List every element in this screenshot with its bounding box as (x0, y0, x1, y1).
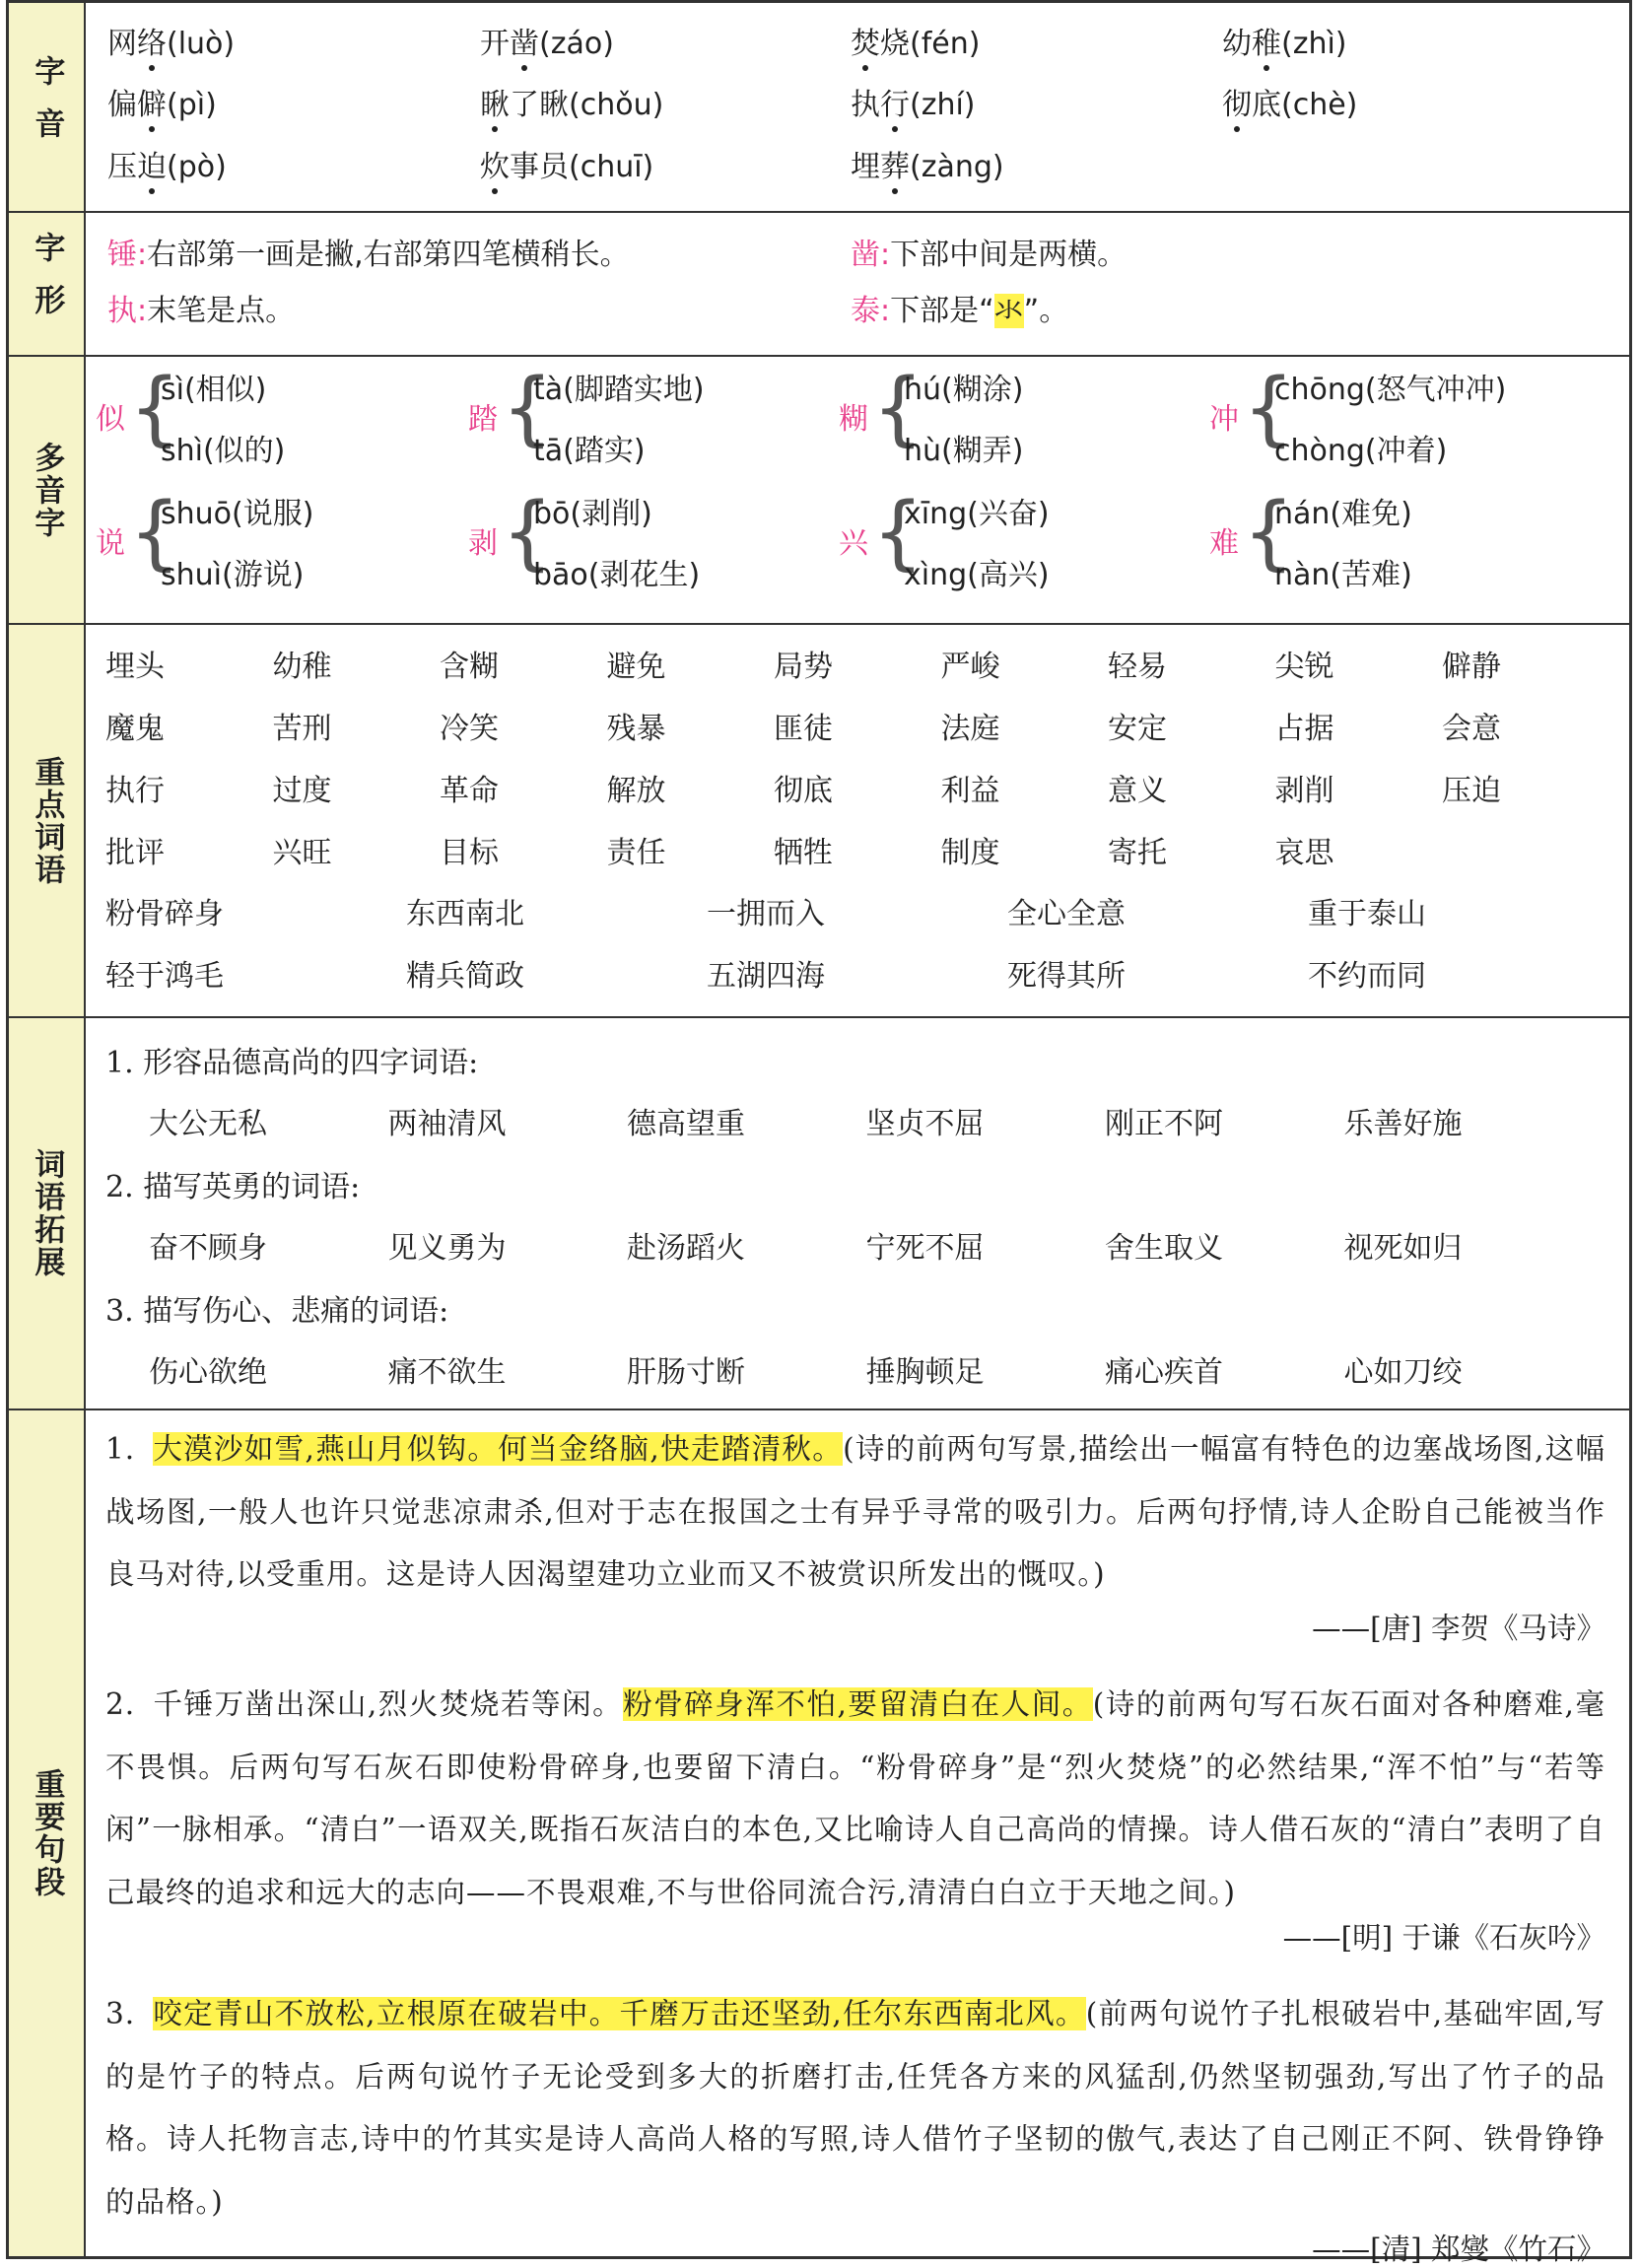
duoyin-char: 踏 (468, 402, 498, 437)
brace-icon: { (872, 362, 924, 455)
ziyin-pinyin: 烧(fén) (880, 27, 981, 61)
poem-number: 3. (105, 1997, 136, 2030)
ziyin-pinyin: (zhì) (1281, 27, 1347, 61)
key-word: 僻静 (1442, 650, 1501, 684)
ziyin-dotted-char: 行 (880, 86, 910, 125)
ziyin-item (851, 86, 976, 125)
label-char: 多音字 (29, 441, 65, 539)
ziyin-item (1222, 25, 1347, 64)
row-duoyinzi (9, 357, 1629, 625)
key-word: 避免 (606, 650, 666, 684)
ziyin-dotted-char: 凿 (510, 25, 539, 64)
key-idiom: 粉骨碎身 (105, 897, 224, 931)
ziyin-pinyin: (pì) (167, 88, 217, 122)
key-idiom: 五湖四海 (707, 959, 825, 994)
duoyin-reading-2: chòng(冲着) (1274, 434, 1448, 468)
key-word: 苦刑 (272, 712, 332, 746)
key-word: 彻底 (774, 774, 833, 808)
key-idiom: 全心全意 (1007, 897, 1126, 931)
key-word: 牺牲 (774, 836, 833, 870)
key-word: 过度 (272, 774, 332, 808)
key-word: 兴旺 (272, 836, 332, 870)
tuozhan-word: 乐善好施 (1343, 1107, 1463, 1141)
duoyin-reading-1: shuō(说服) (161, 497, 314, 531)
duoyin-char: 似 (96, 402, 125, 437)
duoyin-content (86, 357, 1629, 623)
key-word: 安定 (1108, 712, 1167, 746)
poem-highlight: 粉骨碎身浑不怕,要留清白在人间。 (623, 1687, 1093, 1721)
key-word: 压迫 (1442, 774, 1501, 808)
tuozhan-word: 坚贞不屈 (865, 1107, 985, 1141)
ziyin-item (851, 148, 1004, 187)
key-word: 幼稚 (272, 650, 332, 684)
zixing-item-1: 锤:右部第一画是撇,右部第四笔横稍长。 (107, 238, 630, 272)
duoyin-reading-2: tā(踏实) (533, 434, 646, 468)
brace-icon: { (502, 362, 554, 455)
key-word: 局势 (774, 650, 833, 684)
ziyin-dotted-char: 炊 (480, 148, 510, 187)
poem-text: 千锤万凿出深山,烈火焚烧若等闲。 (153, 1687, 624, 1721)
row-zixing (9, 213, 1629, 357)
key-idiom: 东西南北 (406, 897, 524, 931)
duoyin-char: 难 (1209, 526, 1239, 561)
duoyin-reading-2: shuì(游说) (161, 558, 305, 592)
ziyin-pinyin: (zhí) (910, 88, 976, 122)
key-word: 尖锐 (1274, 650, 1334, 684)
zixing-item-4: 泰:下部是“氺”。 (851, 294, 1069, 328)
juduan-content (86, 1410, 1629, 2266)
duoyin-reading-2: hù(糊弄) (904, 434, 1024, 468)
key-word: 冷笑 (440, 712, 499, 746)
poem-number: 1. (105, 1432, 136, 1466)
duoyin-reading-2: shì(似的) (161, 434, 286, 468)
key-word: 严峻 (940, 650, 1000, 684)
tuozhan-word: 大公无私 (149, 1107, 267, 1141)
zixing-char: 泰 (851, 294, 880, 328)
key-word: 责任 (606, 836, 666, 870)
ziyin-pinyin: (luò) (167, 27, 236, 61)
tuozhan-word: 心如刀绞 (1343, 1355, 1463, 1390)
brace-icon: { (129, 486, 181, 580)
key-word: 寄托 (1108, 836, 1167, 870)
ziyin-item (107, 86, 217, 125)
label-tuozhan: 词语拓展 (9, 1018, 86, 1409)
duoyin-reading-2: xìng(高兴) (904, 558, 1050, 592)
duoyin-reading-1: tà(脚踏实地) (533, 373, 705, 407)
tuozhan-content (86, 1018, 1629, 1409)
key-word: 目标 (440, 836, 499, 870)
zixing-content (86, 213, 1629, 355)
ziyin-dotted-char: 焚 (851, 25, 880, 64)
key-word: 执行 (105, 774, 165, 808)
key-word: 批评 (105, 836, 165, 870)
ziyin-pinyin: (pò) (167, 150, 227, 184)
duoyin-reading-1: sì(相似) (161, 373, 267, 407)
tuozhan-word: 赴汤蹈火 (627, 1231, 745, 1266)
duoyin-reading-1: chōng(怒气冲冲) (1274, 373, 1507, 407)
tuozhan-word: 痛不欲生 (387, 1355, 507, 1390)
ziyin-pinyin: 底(chè) (1252, 88, 1358, 122)
key-word: 轻易 (1108, 650, 1167, 684)
zixing-char: 凿 (851, 238, 880, 272)
poem-highlight: 咬定青山不放松,立根原在破岩中。千磨万击还坚劲,任尔东西南北风。 (153, 1997, 1086, 2030)
ziyin-content (86, 3, 1629, 211)
row-zhongdian (9, 625, 1629, 1018)
key-word: 匪徒 (774, 712, 833, 746)
label-zhongdian: 重点词语 (9, 625, 86, 1016)
tuozhan-word: 宁死不屈 (865, 1231, 985, 1266)
row-ziyin (9, 3, 1629, 213)
key-word: 利益 (940, 774, 1000, 808)
key-word: 剥削 (1274, 774, 1334, 808)
tuozhan-word: 舍生取义 (1105, 1231, 1223, 1266)
key-word: 法庭 (940, 712, 1000, 746)
brace-icon: { (502, 486, 554, 580)
row-juduan (9, 1410, 1629, 2266)
ziyin-pre: 偏 (107, 88, 137, 122)
tuozhan-word: 两袖清风 (387, 1107, 507, 1141)
key-word: 哀思 (1274, 836, 1334, 870)
duoyin-reading-2: bāo(剥花生) (533, 558, 701, 592)
key-word: 意义 (1108, 774, 1167, 808)
brace-icon: { (872, 486, 924, 580)
ziyin-pinyin: (zàng) (910, 150, 1004, 184)
tuozhan-word: 见义勇为 (387, 1231, 507, 1266)
ziyin-pre: 执 (851, 88, 880, 122)
duoyin-reading-1: bō(剥削) (533, 497, 652, 531)
zixing-char: 执 (107, 294, 137, 328)
poem-paragraph (105, 1674, 1606, 1924)
key-idiom: 精兵简政 (406, 959, 524, 994)
brace-icon: { (1243, 362, 1295, 455)
tuozhan-word: 奋不顾身 (149, 1231, 267, 1266)
zixing-item-3: 执:末笔是点。 (107, 294, 296, 328)
poem-number: 2. (105, 1687, 136, 1721)
key-word: 会意 (1442, 712, 1501, 746)
ziyin-item (107, 25, 235, 64)
ziyin-dotted-char: 迫 (137, 148, 167, 187)
key-idiom: 不约而同 (1308, 959, 1426, 994)
duoyin-char: 糊 (839, 402, 868, 437)
key-idiom: 轻于鸿毛 (105, 959, 224, 994)
ziyin-dotted-char: 瞅 (480, 86, 510, 125)
key-idiom: 重于泰山 (1308, 897, 1426, 931)
poem-paragraph (105, 1418, 1606, 1607)
key-word: 制度 (940, 836, 1000, 870)
tuozhan-heading: 2. 描写英勇的词语: (105, 1170, 361, 1204)
ziyin-item (480, 25, 614, 64)
label-zixing: 字形 (9, 213, 86, 355)
ziyin-item (107, 148, 227, 187)
ziyin-item (480, 86, 663, 125)
duoyin-reading-1: nán(难免) (1274, 497, 1412, 531)
poem-source: ——[清] 郑燮《竹石》 (1312, 2233, 1606, 2266)
poem-explanation: (诗的前两句写石灰石面对各种磨难,毫不畏惧。后两句写石灰石即使粉骨碎身,也要留下清白。“粉骨碎身”是“烈火焚烧”的必然结果,“浑不怕”与“若等闲”一脉相承。“清白”一语双关,既指石灰洁白的本色,又比喻诗人自己高尚的情操。诗人借石灰的“清白”表明了自己最终的追求和远大的志向——不畏艰难,不与世俗同流合污,清清白白立于天地之间。) (105, 1687, 1606, 1909)
ziyin-dotted-char: 稚 (1252, 25, 1281, 64)
ziyin-dotted-char: 葬 (880, 148, 910, 187)
ziyin-pre: 埋 (851, 150, 880, 184)
poem-explanation: (诗的前两句写景,描绘出一幅富有特色的边塞战场图,这幅战场图,一般人也许只觉悲凉肃杀,但对于志在报国之士有异乎寻常的吸引力。后两句抒情,诗人企盼自己能被当作良马对待,以受重用。这是诗人因渴望建功立业而又不被赏识所发出的慨叹。) (105, 1432, 1606, 1591)
tuozhan-word: 刚正不阿 (1105, 1107, 1223, 1141)
ziyin-pre: 幼 (1222, 27, 1252, 61)
ziyin-pinyin: 了瞅(chǒu) (510, 88, 664, 122)
key-idiom: 死得其所 (1007, 959, 1126, 994)
ziyin-item (1222, 86, 1357, 125)
key-word: 埋头 (105, 650, 165, 684)
tuozhan-word: 肝肠寸断 (627, 1355, 745, 1390)
poem-highlight: 大漠沙如雪,燕山月似钩。何当金络脑,快走踏清秋。 (153, 1432, 844, 1466)
ziyin-pinyin: 事员(chuī) (510, 150, 654, 184)
poem-source: ——[明] 于谦《石灰吟》 (1282, 1921, 1606, 1955)
key-word: 魔鬼 (105, 712, 165, 746)
key-word: 革命 (440, 774, 499, 808)
duoyin-reading-1: xīng(兴奋) (904, 497, 1050, 531)
ziyin-dotted-char: 僻 (137, 86, 167, 125)
key-word: 解放 (606, 774, 666, 808)
ziyin-dotted-char: 络 (137, 25, 167, 64)
key-word: 含糊 (440, 650, 499, 684)
tuozhan-word: 德高望重 (627, 1107, 745, 1141)
tuozhan-word: 视死如归 (1343, 1231, 1463, 1266)
poem-source: ——[唐] 李贺《马诗》 (1312, 1612, 1606, 1645)
ziyin-item (851, 25, 980, 64)
key-idiom: 一拥而入 (707, 897, 825, 931)
key-word: 占据 (1274, 712, 1334, 746)
zixing-char: 锤 (107, 238, 137, 272)
tuozhan-word: 捶胸顿足 (865, 1355, 985, 1390)
label-ziyin: 字音 (9, 3, 86, 211)
duoyin-char: 兴 (839, 526, 868, 561)
ziyin-pre: 网 (107, 27, 137, 61)
poem-explanation: (前两句说竹子扎根破岩中,基础牢固,写的是竹子的特点。后两句说竹子无论受到多大的折磨打击,任凭各方来的风猛刮,仍然坚韧强劲,写出了竹子的品格。诗人托物言志,诗中的竹其实是诗人高尚人格的写照,诗人借竹子坚韧的傲气,表达了自己刚正不阿、铁骨铮铮的品格。) (105, 1997, 1606, 2219)
tuozhan-word: 伤心欲绝 (149, 1355, 267, 1390)
duoyin-char: 剥 (468, 526, 498, 561)
label-duoyinzi (9, 357, 86, 623)
ziyin-pinyin: (záo) (539, 27, 614, 61)
zhongdian-content (86, 625, 1629, 1016)
duoyin-reading-2: nàn(苦难) (1274, 558, 1412, 592)
tuozhan-word: 痛心疾首 (1105, 1355, 1223, 1390)
vocabulary-table (6, 0, 1632, 2266)
tuozhan-heading: 3. 描写伤心、悲痛的词语: (105, 1294, 449, 1329)
zixing-item-2: 凿:下部中间是两横。 (851, 238, 1128, 272)
key-word: 残暴 (606, 712, 666, 746)
ziyin-dotted-char: 彻 (1222, 86, 1252, 125)
duoyin-char: 说 (96, 526, 125, 561)
row-tuozhan (9, 1018, 1629, 1410)
duoyin-reading-1: hú(糊涂) (904, 373, 1024, 407)
brace-icon: { (1243, 486, 1295, 580)
tuozhan-heading: 1. 形容品德高尚的四字词语: (105, 1046, 479, 1080)
ziyin-pre: 开 (480, 27, 510, 61)
ziyin-item (480, 148, 653, 187)
brace-icon: { (129, 362, 181, 455)
ziyin-pre: 压 (107, 150, 137, 184)
label-juduan: 重要句段 (9, 1410, 86, 2256)
duoyin-char: 冲 (1209, 402, 1239, 437)
poem-paragraph (105, 1983, 1606, 2234)
